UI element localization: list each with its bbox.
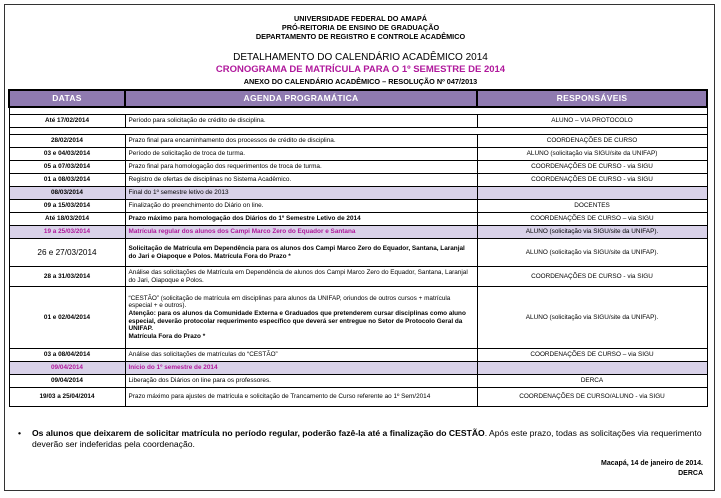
row-date: 19/03 a 25/04/2014 <box>9 388 125 407</box>
row-agenda: Registro de ofertas de disciplinas no Sistema Acadêmico. <box>125 174 477 187</box>
row-agenda: Solicitação de Matrícula em Dependência para os alunos dos Campi Marco Zero do Equador, Santana, Laranjal do Jari e Oiapoque e Polos. Matrícula Fora do Prazo * <box>125 239 477 267</box>
table-row <box>9 135 707 148</box>
table-row <box>9 213 707 226</box>
cestao-description: “CESTÃO” (solicitação de matrícula em disciplinas para alunos da UNIFAP, oriundos de outros cursos + matrícula especial + e outros). <box>128 294 451 310</box>
row-responsible: COORDENAÇÕES DE CURSO/ALUNO - via SIGU <box>477 388 707 407</box>
table-row <box>9 349 707 362</box>
table-row <box>9 375 707 388</box>
row-date: 03 a 08/04/2014 <box>9 349 125 362</box>
bullet-icon: • <box>18 428 22 438</box>
table-row <box>9 287 707 349</box>
row-agenda: Matrícula regular dos alunos dos Campi Marco Zero do Equador e Santana <box>125 226 477 239</box>
row-agenda: Prazo máximo para homologação dos Diários do 1º Semestre Letivo de 2014 <box>125 213 477 226</box>
column-header-dates: DATAS <box>9 90 125 107</box>
row-agenda: Período para solicitação de crédito de disciplina. <box>125 115 477 128</box>
table-row <box>9 115 707 128</box>
row-agenda: Prazo máximo para ajustes de matrícula e solicitação de Trancamento de Curso referente ao 1º Sem/2014 <box>125 388 477 407</box>
row-responsible: COORDENAÇÕES DE CURSO - via SIGU <box>477 174 707 187</box>
row-responsible: DERCA <box>477 375 707 388</box>
detail-title: DETALHAMENTO DO CALENDÁRIO ACADÊMICO 2014 <box>233 52 488 63</box>
row-agenda: Prazo final para encaminhamento dos processos de crédito de disciplina. <box>125 135 477 148</box>
row-responsible: COORDENAÇÕES DE CURSO - via SIGU <box>477 161 707 174</box>
row-responsible: ALUNO (solicitação via SIGU/site da UNIFAP). <box>477 287 707 349</box>
row-responsible: COORDENAÇÕES DE CURSO <box>477 135 707 148</box>
row-agenda: Análise das solicitações de matrículas do “CESTÃO” <box>125 349 477 362</box>
row-date: 09/04/2014 <box>9 362 125 375</box>
row-responsible: COORDENAÇÕES DE CURSO – via SIGU <box>477 213 707 226</box>
cestao-attention: Atenção: para os alunos da Comunidade Externa e Graduados que pretenderem cursar disciplinas como aluno especial, deverão protocolar requerimento específico que deverá ser entregue no Setor de Protocolo Geral da UNIFAP. <box>128 309 466 333</box>
row-date: 19 a 25/03/2014 <box>9 226 125 239</box>
department-name: DEPARTAMENTO DE REGISTRO E CONTROLE ACADÊMICO <box>255 32 466 41</box>
row-date: Até 18/03/2014 <box>9 213 125 226</box>
column-header-responsible: RESPONSÁVEIS <box>477 90 707 107</box>
table-row <box>9 187 707 200</box>
row-agenda: Prazo final para homologação dos requerimentos de troca de turma. <box>125 161 477 174</box>
table-header-row <box>9 90 707 107</box>
note-text: . Após este prazo, todas as solicitações via requerimento deverão ser indeferidas pela coordenação. <box>32 428 702 449</box>
row-agenda: Liberação dos Diários on line para os professores. <box>125 375 477 388</box>
prorectorate-name: PRÓ-REITORIA DE ENSINO DE GRADUAÇÃO <box>281 23 440 32</box>
row-responsible: ALUNO (solicitação via SIGU/site da UNIFAP). <box>477 239 707 267</box>
row-responsible: COORDENAÇÕES DE CURSO - via SIGU <box>477 267 707 287</box>
row-date: 01 a 08/03/2014 <box>9 174 125 187</box>
row-date: 05 a 07/03/2014 <box>9 161 125 174</box>
schedule-title: CRONOGRAMA DE MATRÍCULA PARA O 1º SEMESTRE DE 2014 <box>215 64 506 75</box>
row-agenda: Início do 1º semestre de 2014 <box>125 362 477 375</box>
row-date: 26 e 27/03/2014 <box>9 239 125 267</box>
row-responsible: COORDENAÇÕES DE CURSO – via SIGU <box>477 349 707 362</box>
table-spacer <box>9 128 707 135</box>
row-date: 03 e 04/03/2014 <box>9 148 125 161</box>
signature-place-date: Macapá, 14 de janeiro de 2014. <box>601 460 703 467</box>
row-agenda: Análise das solicitações de Matrícula em Dependência de alunos dos Campi Marco Zero do Equador, Santana, Laranjal do Jari, Oiapoque e Polos. <box>125 267 477 287</box>
note-bold-text: Os alunos que deixarem de solicitar matrícula no período regular, poderão fazê-la até a finalização do CESTÃO <box>32 428 485 438</box>
row-responsible: ALUNO – VIA PROTOCOLO <box>477 115 707 128</box>
row-responsible: DOCENTES <box>477 200 707 213</box>
table-row <box>9 362 707 375</box>
schedule-table <box>8 89 708 407</box>
signature-signer: DERCA <box>678 470 703 477</box>
row-date: Até 17/02/2014 <box>9 115 125 128</box>
row-responsible: ALUNO (solicitação via SIGU/site da UNIFAP). <box>477 226 707 239</box>
row-date: 09 a 15/03/2014 <box>9 200 125 213</box>
row-responsible <box>477 187 707 200</box>
table-spacer <box>9 107 707 115</box>
university-name: UNIVERSIDADE FEDERAL DO AMAPÁ <box>294 14 427 23</box>
table-row <box>9 267 707 287</box>
row-date: 08/03/2014 <box>9 187 125 200</box>
table-row <box>9 239 707 267</box>
table-row <box>9 161 707 174</box>
annex-title: ANEXO DO CALENDÁRIO ACADÊMICO – RESOLUÇÃO Nº 047/2013 <box>243 77 478 86</box>
row-date: 09/04/2014 <box>9 375 125 388</box>
table-row <box>9 148 707 161</box>
cestao-late-enrollment: Matrícula Fora do Prazo * <box>128 332 206 340</box>
table-row <box>9 388 707 407</box>
row-date: 28/02/2014 <box>9 135 125 148</box>
row-date: 01 e 02/04/2014 <box>9 287 125 349</box>
row-responsible: ALUNO (solicitação via SIGU/site da UNIFAP) <box>477 148 707 161</box>
table-row <box>9 174 707 187</box>
column-header-agenda: AGENDA PROGRAMÁTICA <box>125 90 477 107</box>
row-agenda: Final do 1º semestre letivo de 2013 <box>125 187 477 200</box>
row-responsible <box>477 362 707 375</box>
row-agenda <box>125 287 477 349</box>
enrollment-note <box>18 428 707 450</box>
table-row <box>9 200 707 213</box>
row-agenda: Finalização do preenchimento do Diário on line. <box>125 200 477 213</box>
table-row <box>9 226 707 239</box>
row-agenda: Período de solicitação de troca de turma. <box>125 148 477 161</box>
row-date: 28 a 31/03/2014 <box>9 267 125 287</box>
